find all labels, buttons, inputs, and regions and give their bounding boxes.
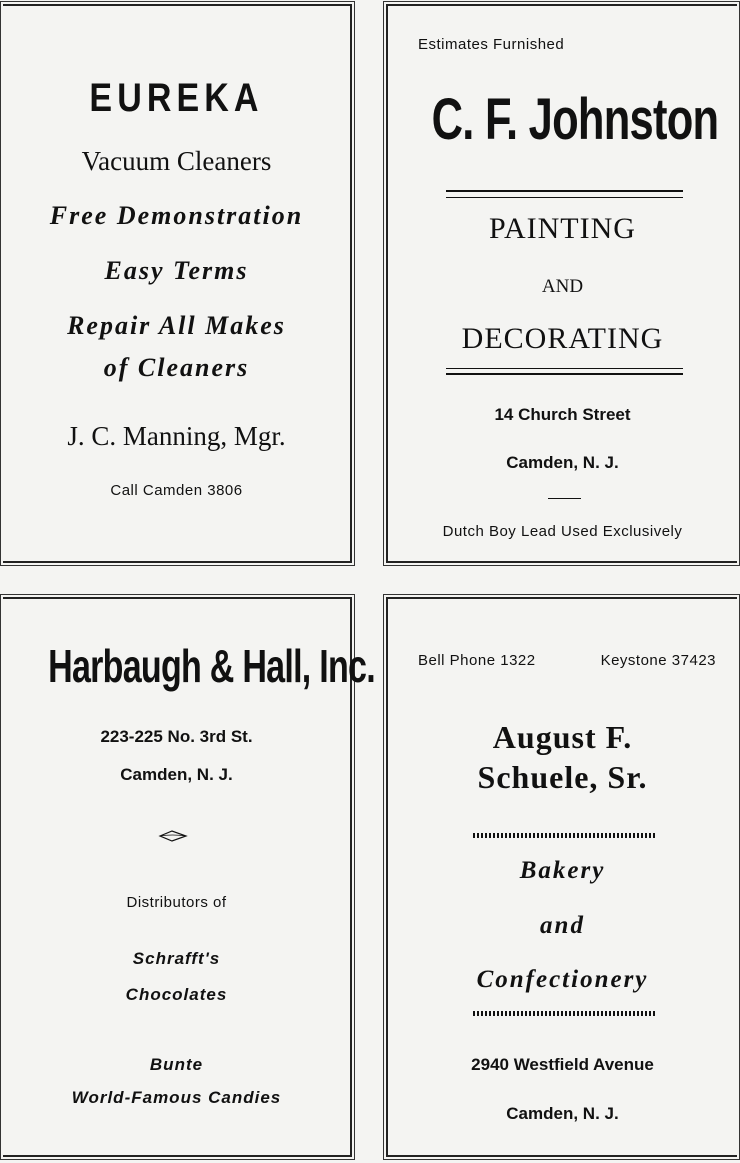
ad-eureka <box>3 4 352 563</box>
harbaugh-distributors: Distributors of <box>126 894 227 911</box>
schuele-city: Camden, N. J. <box>506 1104 619 1123</box>
schuele-phone-keystone: Keystone 37423 <box>600 652 716 669</box>
harbaugh-address: 223-225 No. 3rd St. <box>100 727 253 746</box>
dotted-divider <box>473 833 657 838</box>
ad-schuele <box>386 597 737 1157</box>
eureka-brand: EUREKA <box>89 76 264 120</box>
johnston-city: Camden, N. J. <box>506 453 619 472</box>
harbaugh-brand1: Schrafft's <box>132 949 221 968</box>
harbaugh-brand1-product: Chocolates <box>125 985 228 1004</box>
ad-johnston <box>386 4 737 563</box>
schuele-and: and <box>540 912 585 939</box>
johnston-address: 14 Church Street <box>494 405 631 424</box>
dotted-divider <box>473 1011 657 1016</box>
eureka-line4: of Cleaners <box>103 353 250 382</box>
harbaugh-name: Harbaugh & Hall, Inc. <box>48 640 375 692</box>
divider <box>446 368 683 369</box>
johnston-and: AND <box>541 276 584 297</box>
harbaugh-city: Camden, N. J. <box>120 765 233 784</box>
eureka-line2: Easy Terms <box>104 256 249 285</box>
eureka-product: Vacuum Cleaners <box>81 146 272 176</box>
ad-harbaugh-hall <box>3 597 375 1157</box>
johnston-footer: Dutch Boy Lead Used Exclusively <box>442 523 683 540</box>
johnston-service1: PAINTING <box>489 212 636 245</box>
schuele-phone-bell: Bell Phone 1322 <box>418 652 536 669</box>
schuele-business1: Bakery <box>519 857 606 884</box>
eureka-line3: Repair All Makes <box>67 311 286 340</box>
eureka-manager: J. C. Manning, Mgr. <box>67 421 286 451</box>
eureka-line1: Free Demonstration <box>49 201 304 230</box>
divider <box>446 197 683 198</box>
schuele-name-line2: Schuele, Sr. <box>477 759 648 795</box>
johnston-name: C. F. Johnston <box>431 87 719 152</box>
eureka-phone: Call Camden 3806 <box>110 482 243 499</box>
schuele-name-line1: August F. <box>492 719 633 755</box>
divider <box>446 373 683 375</box>
schuele-address: 2940 Westfield Avenue <box>471 1055 654 1074</box>
schuele-business2: Confectionery <box>476 966 649 993</box>
johnston-service2: DECORATING <box>461 322 664 355</box>
harbaugh-brand2-product: World-Famous Candies <box>71 1088 282 1107</box>
harbaugh-brand2: Bunte <box>149 1055 204 1074</box>
johnston-top-note: Estimates Furnished <box>418 36 565 53</box>
short-rule <box>548 498 581 499</box>
divider <box>446 190 683 192</box>
ornament-icon <box>158 829 188 841</box>
